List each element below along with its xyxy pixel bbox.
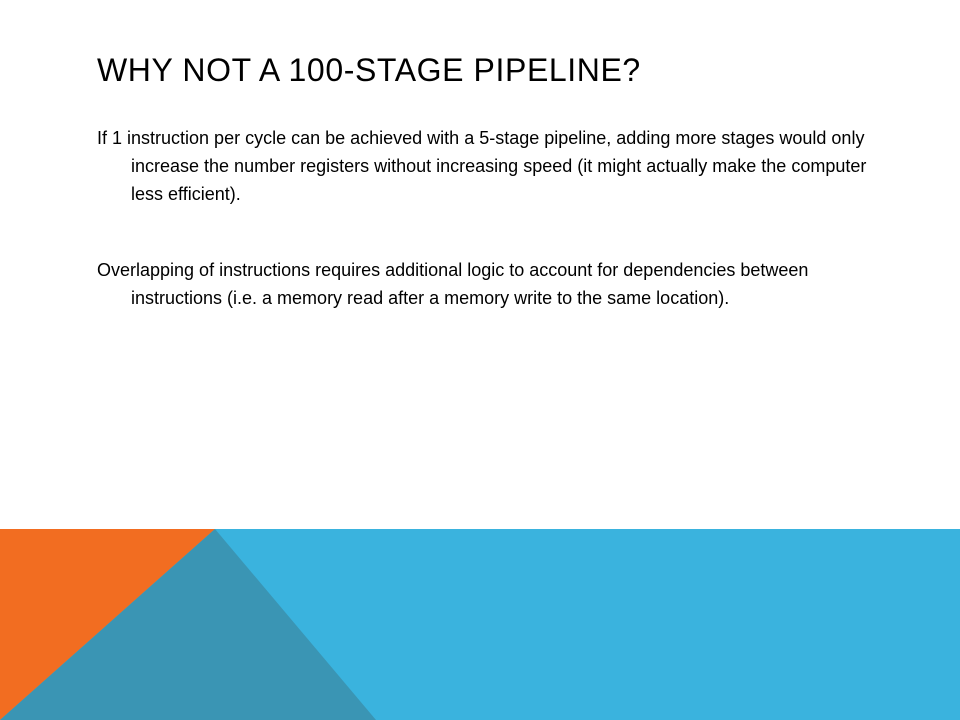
paragraph-instruction-overlap: Overlapping of instructions requires additional logic to account for dependencies between instructions (i.e. a memory read after a memory write to the same location).	[97, 260, 809, 308]
slide-title: WHY NOT A 100-STAGE PIPELINE?	[97, 52, 641, 88]
slide-body	[97, 124, 887, 360]
decorative-footer-shapes	[0, 529, 960, 720]
paragraph-pipeline-stages: If 1 instruction per cycle can be achieved with a 5-stage pipeline, adding more stages would only increase the number registers without increasing speed (it might actually make the computer less efficient).	[97, 128, 867, 204]
